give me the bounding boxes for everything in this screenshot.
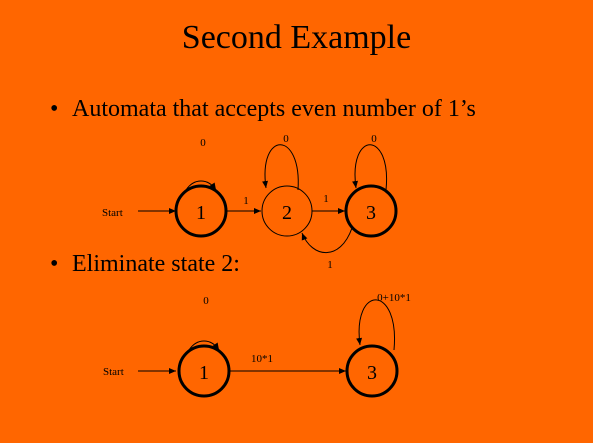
loop3-label: 0 [371,133,377,145]
state-2-label: 2 [282,202,292,224]
bullet-text-eliminate: Eliminate state 2: [72,251,240,277]
diagram-full-automaton [102,133,396,271]
loop1-label: 0 [203,295,209,307]
state-2-self-loop [265,145,298,190]
state-3-self-loop [355,145,387,190]
diagram-reduced-automaton [103,292,411,396]
state-1-label: 1 [199,362,209,384]
edge-3-to-2 [302,228,352,253]
state-1-label: 1 [196,202,206,224]
loop2-label: 0 [283,133,289,145]
loop3-label: 0+10*1 [377,292,411,304]
state-3-label: 3 [366,202,376,224]
edge-3-to-2-label: 1 [327,259,333,271]
edge-1-to-2-label: 1 [243,195,249,207]
bullet-text-automata: Automata that accepts even number of 1’s [72,96,476,122]
state-3-self-loop [359,300,394,350]
bullet-symbol: • [50,96,59,122]
slide-title: Second Example [181,19,412,56]
bullet-symbol: • [50,251,59,277]
state-3-label: 3 [367,362,377,384]
edge-1-to-3-label: 10*1 [251,353,273,365]
loop1-label: 0 [200,137,206,149]
start-label: Start [103,366,124,378]
start-label: Start [102,207,123,219]
edge-2-to-3-label: 1 [323,193,329,205]
